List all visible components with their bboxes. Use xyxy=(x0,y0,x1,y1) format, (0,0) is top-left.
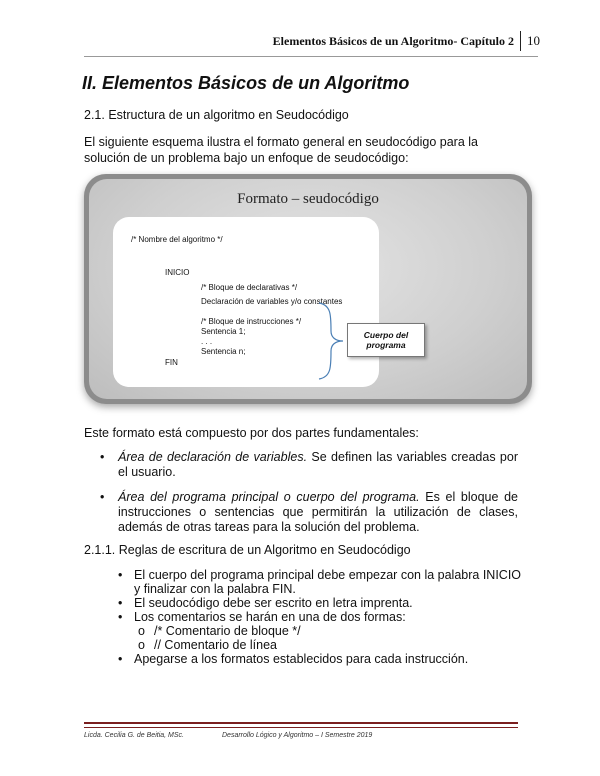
rules-title: 2.1.1. Reglas de escritura de un Algoritmo en Seudocódigo xyxy=(84,543,411,557)
rules-list xyxy=(116,568,526,666)
bullet-program-body xyxy=(100,490,518,535)
bullet-dot: • xyxy=(118,610,123,624)
page-header xyxy=(273,30,540,52)
code-line-ellipsis: . . . xyxy=(201,337,213,346)
bullet-declarations-term: Área de declaración de variables. xyxy=(118,450,308,464)
header-title: Elementos Básicos de un Algoritmo- Capítulo 2 xyxy=(272,33,514,48)
header-rule xyxy=(84,56,538,57)
pseudocode-diagram xyxy=(84,174,532,404)
bullet-declarations xyxy=(100,450,518,480)
bullet-dot: • xyxy=(118,596,123,610)
bullet-program-body-text: Es el bloque de instrucciones o sentencias que permitirán la utilización de clases, además de otras tareas para la solución del problema. xyxy=(118,490,518,534)
footer-rule-thick xyxy=(84,722,518,724)
rule-item xyxy=(116,610,526,624)
rule-subitem xyxy=(116,624,526,638)
circle-bullet: o xyxy=(138,624,145,638)
bullet-dot: • xyxy=(118,652,123,666)
code-line-sentence-n: Sentencia n; xyxy=(201,347,246,356)
code-line-declarations: Declaración de variables y/o constantes xyxy=(201,297,343,306)
code-line-sentence-1: Sentencia 1; xyxy=(201,327,246,336)
footer-author: Licda. Cecilia G. de Beitia, MSc. xyxy=(84,732,184,739)
rule-3-sub-1: /* Comentario de bloque */ xyxy=(154,624,301,638)
rule-3: Los comentarios se harán en una de dos formas: xyxy=(134,610,406,624)
code-line-declaratives-comment: /* Bloque de declarativas */ xyxy=(201,283,298,292)
program-body-label xyxy=(347,323,425,357)
bullet-declarations-text: Se definen las variables creadas por el usuario. xyxy=(118,450,518,479)
footer-course: Desarrollo Lógico y Algoritmo – I Semestre 2019 xyxy=(222,732,373,739)
parts-intro: Este formato está compuesto por dos partes fundamentales: xyxy=(84,426,419,440)
rule-4: Apegarse a los formatos establecidos para cada instrucción. xyxy=(134,652,469,666)
bullet-dot: • xyxy=(118,568,123,582)
program-body-label-line2: programa xyxy=(366,340,406,350)
code-line-fin: FIN xyxy=(165,358,178,367)
bullet-program-body-term: Área del programa principal o cuerpo del programa. xyxy=(118,490,420,504)
program-body-label-line1: Cuerpo del xyxy=(363,330,409,340)
rule-item xyxy=(116,652,526,666)
code-line-inicio: INICIO xyxy=(165,268,190,277)
section-title: II. Elementos Básicos de un Algoritmo xyxy=(82,73,410,93)
bullet-dot: • xyxy=(100,450,105,464)
rule-2: El seudocódigo debe ser escrito en letra imprenta. xyxy=(134,596,413,610)
code-line-instructions-comment: /* Bloque de instrucciones */ xyxy=(201,317,302,326)
bullet-dot: • xyxy=(100,490,105,504)
rule-3-sub-2: // Comentario de línea xyxy=(154,638,277,652)
header-separator xyxy=(520,31,521,51)
page-number: 10 xyxy=(527,33,540,48)
curly-brace xyxy=(317,301,347,381)
footer-rule-thin xyxy=(84,727,518,728)
rule-subitem xyxy=(116,638,526,652)
code-line-name: /* Nombre del algoritmo */ xyxy=(131,235,223,244)
diagram-background xyxy=(89,179,527,399)
rule-1: El cuerpo del programa principal debe empezar con la palabra INICIO y finalizar con la palabra FIN. xyxy=(134,568,522,596)
diagram-title: Formato – seudocódigo xyxy=(237,191,379,207)
subsection-title: 2.1. Estructura de un algoritmo en Seudocódigo xyxy=(84,108,349,122)
rule-item xyxy=(116,568,526,596)
intro-paragraph: El siguiente esquema ilustra el formato general en seudocódigo para la solución de un problema bajo un enfoque de seudocódigo: xyxy=(84,135,478,165)
circle-bullet: o xyxy=(138,638,145,652)
rule-item xyxy=(116,596,526,610)
